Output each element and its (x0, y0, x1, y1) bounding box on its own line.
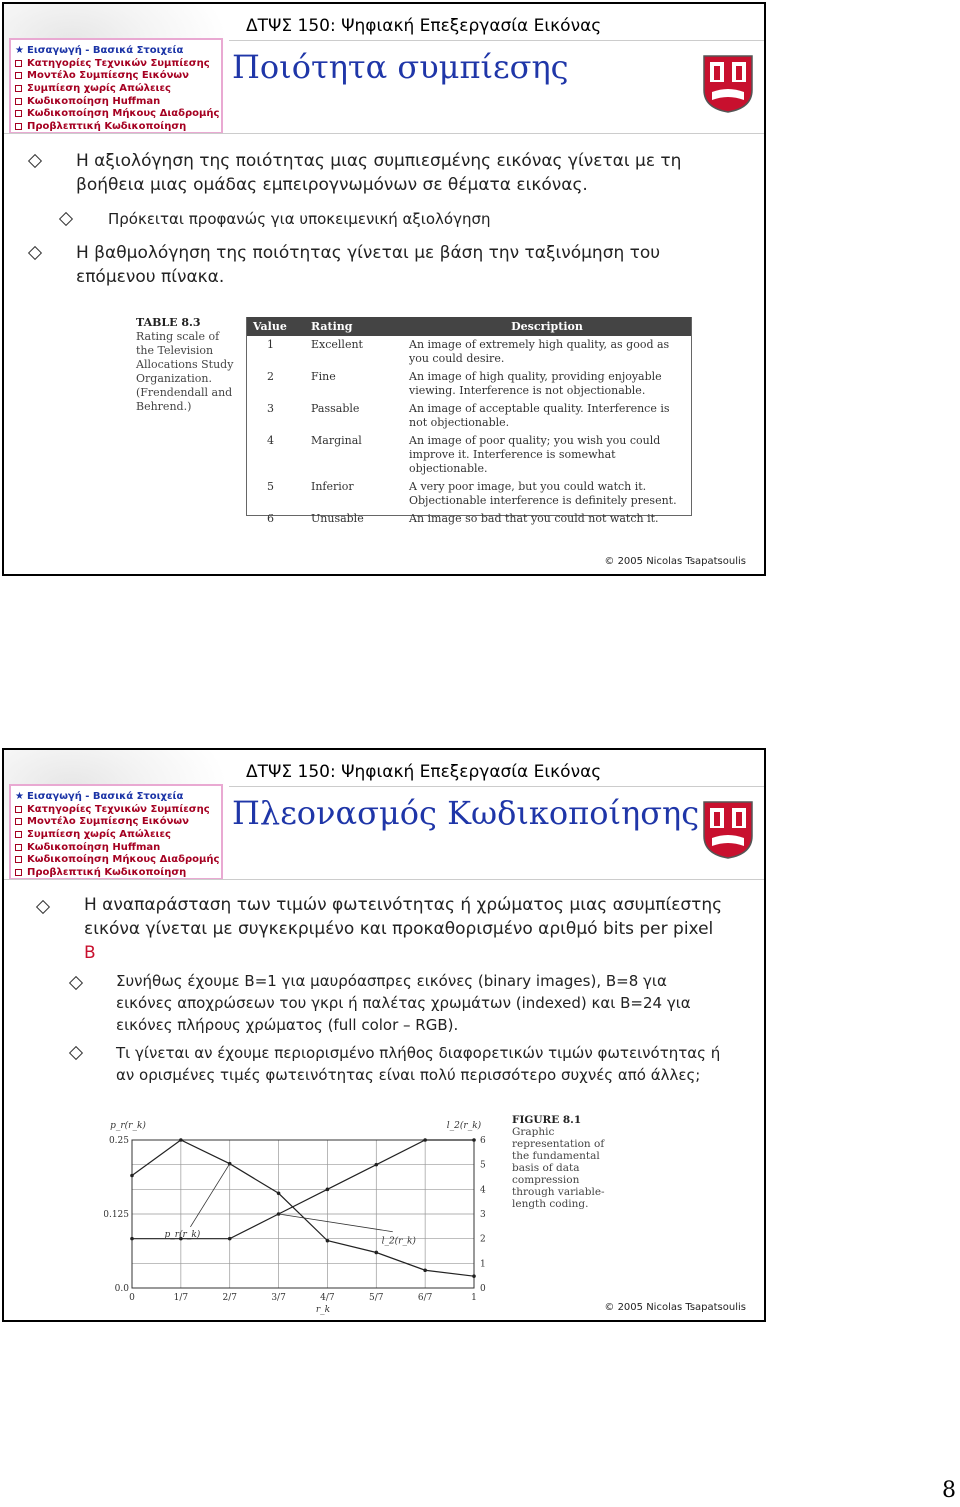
star-icon: ★ (15, 790, 24, 802)
right-tick-label: 4 (480, 1185, 486, 1196)
checkbox-icon (15, 856, 22, 863)
series-pointer (279, 1214, 393, 1232)
series-point (277, 1191, 281, 1195)
bullet-diamond-icon (36, 900, 50, 914)
bullet-bits-per-pixel: Η αναπαράσταση των τιμών φωτεινότητας ή χρώματος μιας ασυμπίεστης εικόνα γίνεται με συγκεκριμένο και προκαθορισμένο αριθμό bits per pixel B (84, 895, 723, 963)
rating-table-image (246, 317, 692, 525)
table-header-row: Value Rating Description (247, 317, 691, 336)
course-title: ΔΤΨΣ 150: Ψηφιακή Επεξεργασία Εικόνας (246, 16, 602, 36)
right-tick-label: 5 (480, 1160, 486, 1171)
table-label: TABLE 8.3 (136, 316, 201, 329)
checkbox-icon (15, 844, 22, 851)
figure-caption: FIGURE 8.1 Graphic representation of the fundamental basis of data compression through variable-length coding. (512, 1114, 605, 1210)
bullet-rating-scale: Η βαθμολόγηση της ποιότητας γίνεται με βάση την ταξινόμηση του επόμενου πίνακα. (76, 243, 661, 287)
nav-item-intro[interactable]: ★ Εισαγωγή - Βασικά Στοιχεία (15, 790, 184, 802)
nav-item-rle[interactable]: Κωδικοποίηση Μήκους Διαδρομής (15, 853, 221, 866)
nav-menu (9, 38, 223, 134)
figure-label: FIGURE 8.1 (512, 1114, 582, 1126)
table-row: 6 Unusable An image so bad that you could not watch it. (267, 512, 659, 525)
series-point (423, 1268, 427, 1272)
nav-menu (9, 784, 223, 880)
nav-item-model[interactable]: Μοντέλο Συμπίεσης Εικόνων (15, 815, 221, 828)
nav-item-huffman[interactable]: Κωδικοποίηση Huffman (15, 841, 221, 854)
series-line (132, 1140, 474, 1276)
series-point (326, 1188, 330, 1192)
figure-chart-image (104, 1112, 504, 1316)
checkbox-icon (15, 72, 22, 79)
x-tick-label: 4/7 (320, 1293, 335, 1303)
bullet-diamond-icon (28, 154, 42, 168)
page-number: 8 (942, 1478, 956, 1503)
checkbox-icon (15, 818, 22, 825)
series-point (374, 1251, 378, 1255)
x-tick-label: 1/7 (173, 1293, 189, 1303)
table-row: 4 Marginal An image of poor quality; you wish you could improve it. Interference is somewhat objectionable. (267, 434, 661, 475)
series-point (326, 1239, 330, 1243)
table-row: 1 Excellent An image of extremely high quality, as good as you could desire. (267, 338, 670, 365)
table-caption: TABLE 8.3 Rating scale of the Television Allocations Study Organization. (Frendendall and Behrend.) (136, 316, 234, 413)
nav-item-lossless[interactable]: Συμπίεση χωρίς Απώλειες (15, 828, 221, 841)
copyright-notice: © 2005 Nicolas Tsapatsoulis (604, 556, 746, 567)
copyright-notice: © 2005 Nicolas Tsapatsoulis (604, 1302, 746, 1313)
x-axis-label: r_k (315, 1305, 331, 1315)
left-axis-label: p_r(r_k) (110, 1121, 146, 1131)
table-row: 3 Passable An image of acceptable quality. Interference is not objectionable. (267, 402, 670, 429)
right-tick-label: 6 (480, 1136, 486, 1146)
slide-title: Ποιότητα συμπίεσης (232, 48, 569, 86)
series-label: l_2(r_k) (381, 1236, 416, 1247)
nav-item-categories[interactable]: Κατηγορίες Τεχνικών Συμπίεσης (15, 803, 221, 816)
variable-length-coding-chart (104, 1112, 504, 1316)
checkbox-icon (15, 85, 22, 92)
table-row: 5 Inferior A very poor image, but you could watch it. Objectionable interference is definitely present. (267, 480, 677, 507)
left-tick-label: 0.125 (104, 1210, 129, 1220)
nav-item-model[interactable]: Μοντέλο Συμπίεσης Εικόνων (15, 69, 221, 82)
header-bottom-divider (4, 133, 764, 134)
bullet-diamond-icon (69, 976, 83, 990)
series-point (228, 1162, 232, 1166)
checkbox-icon (15, 831, 22, 838)
series-point (228, 1237, 232, 1241)
checkbox-icon (15, 869, 22, 876)
nav-item-lossless[interactable]: Συμπίεση χωρίς Απώλειες (15, 82, 221, 95)
bullet-diamond-icon (59, 212, 73, 226)
header-divider (229, 786, 764, 787)
course-title: ΔΤΨΣ 150: Ψηφιακή Επεξεργασία Εικόνας (246, 762, 602, 782)
university-logo-icon (702, 54, 754, 114)
right-tick-label: 1 (480, 1259, 486, 1270)
right-tick-label: 2 (480, 1234, 486, 1245)
x-tick-label: 1 (471, 1293, 477, 1303)
bullet-subjective: Πρόκειται προφανώς για υποκειμενική αξιολόγηση (108, 210, 491, 228)
checkbox-icon (15, 806, 22, 813)
right-tick-label: 0 (480, 1284, 486, 1294)
slide-coding-redundancy (2, 748, 766, 1322)
series-point (130, 1174, 134, 1178)
slide-title: Πλεονασμός Κωδικοποίησης (232, 794, 700, 832)
series-point (179, 1138, 183, 1142)
right-axis-label: l_2(r_k) (446, 1121, 482, 1131)
bullet-diamond-icon (69, 1046, 83, 1060)
star-icon: ★ (15, 44, 24, 56)
nav-item-categories[interactable]: Κατηγορίες Τεχνικών Συμπίεσης (15, 57, 221, 70)
x-tick-label: 6/7 (417, 1293, 433, 1303)
x-tick-label: 3/7 (271, 1293, 286, 1303)
slide-quality (2, 2, 766, 576)
nav-item-intro[interactable]: ★ Εισαγωγή - Βασικά Στοιχεία (15, 44, 184, 56)
x-tick-label: 5/7 (369, 1293, 384, 1303)
series-point (130, 1237, 134, 1241)
checkbox-icon (15, 98, 22, 105)
header-bottom-divider (4, 879, 764, 880)
checkbox-icon (15, 110, 22, 117)
bullet-diamond-icon (28, 246, 42, 260)
series-pointer (190, 1164, 229, 1227)
rating-table (247, 317, 691, 528)
left-tick-label: 0.25 (108, 1136, 129, 1146)
left-tick-label: 0.0 (114, 1284, 129, 1294)
checkbox-icon (15, 123, 22, 130)
table-row: 2 Fine An image of high quality, providing enjoyable viewing. Interference is not objectionable. (267, 370, 662, 397)
x-tick-label: 0 (129, 1293, 135, 1303)
bullet-bit-depths: Συνήθως έχουμε B=1 για μαυρόασπρες εικόνες (binary images), B=8 για εικόνες αποχρώσεων του γκρι ή παλέτας χρωμάτων (indexed) και B=24 για εικόνες πλήρους χρώματος (full color – RGB). (116, 972, 691, 1034)
series-point (472, 1274, 476, 1278)
header-divider (229, 40, 764, 41)
series-point (374, 1163, 378, 1167)
x-tick-label: 2/7 (222, 1293, 237, 1303)
university-logo-icon (702, 800, 754, 860)
nav-item-predictive[interactable]: Προβλεπτική Κωδικοποίηση (15, 120, 221, 133)
checkbox-icon (15, 60, 22, 67)
series-label: p_r(r_k) (164, 1229, 201, 1240)
bullet-limited-values: Τι γίνεται αν έχουμε περιορισμένο πλήθος διαφορετικών τιμών φωτεινότητας ή αν ορισμένες τιμές φωτεινότητας είναι πολύ περισσότερο συχνές από άλλες; (116, 1044, 721, 1084)
series-point (423, 1138, 427, 1142)
variable-b: B (84, 943, 96, 963)
nav-item-predictive[interactable]: Προβλεπτική Κωδικοποίηση (15, 866, 221, 879)
bullet-expert-evaluation: Η αξιολόγηση της ποιότητας μιας συμπιεσμένης εικόνας γίνεται με τη βοήθεια μιας ομάδας εμπειρογνωμόνων σε θέματα εικόνας. (76, 151, 682, 195)
nav-item-rle[interactable]: Κωδικοποίηση Μήκους Διαδρομής (15, 107, 221, 120)
right-tick-label: 3 (480, 1210, 486, 1220)
series-point (472, 1138, 476, 1142)
nav-item-huffman[interactable]: Κωδικοποίηση Huffman (15, 95, 221, 108)
